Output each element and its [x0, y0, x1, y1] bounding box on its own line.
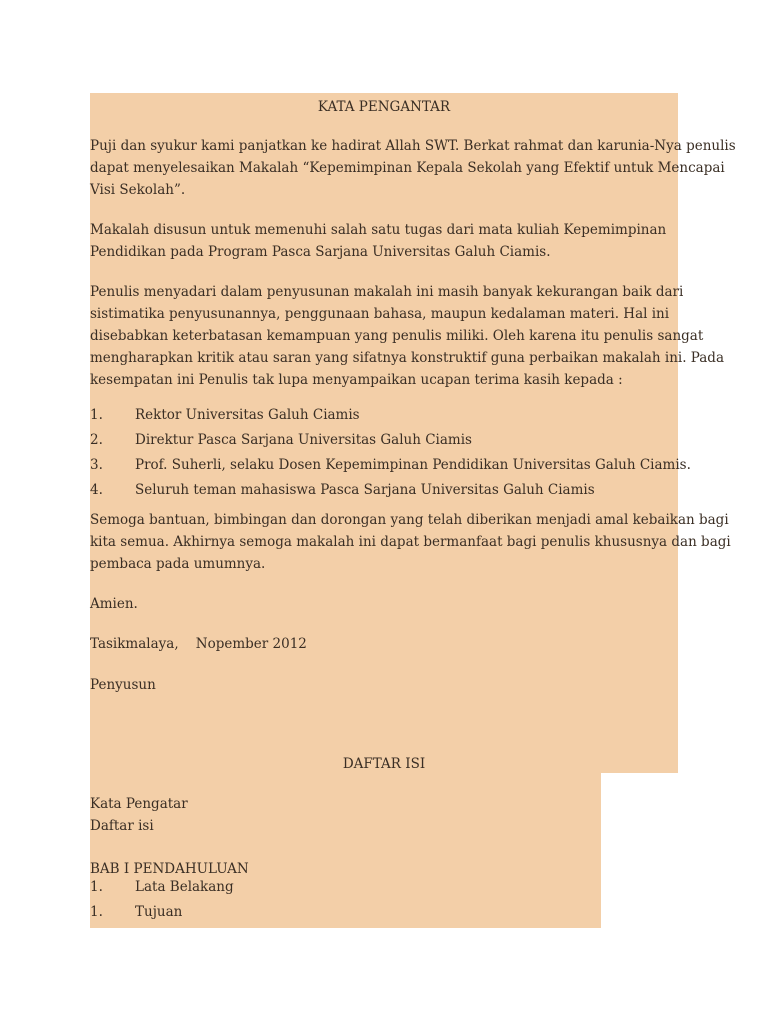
paragraph-line: kita semua. Akhirnya semoga makalah ini dapat bermanfaat bagi penulis khususnya dan bagi — [90, 534, 731, 550]
list-number: 1. — [90, 879, 103, 895]
toc-entry: Daftar isi — [90, 818, 154, 834]
list-number: 3. — [90, 457, 103, 473]
kata-pengantar-title: KATA PENGANTAR — [317, 99, 451, 115]
list-number: 4. — [90, 482, 103, 498]
paragraph-acknowledgement — [90, 281, 724, 391]
list-text: Rektor Universitas Galuh Ciamis — [135, 407, 360, 423]
paragraph-line: mengharapkan kritik atau saran yang sifatnya konstruktif guna perbaikan makalah ini. Pada — [90, 350, 724, 366]
list-text: Direktur Pasca Sarjana Universitas Galuh Ciamis — [135, 432, 472, 448]
list-number: 1. — [90, 904, 103, 920]
paragraph-line: Pendidikan pada Program Pasca Sarjana Universitas Galuh Ciamis. — [90, 244, 551, 260]
paragraph-line: Visi Sekolah”. — [90, 182, 186, 198]
paragraph-closing — [90, 509, 731, 575]
list-number: 2. — [90, 432, 103, 448]
toc-chapter: BAB I PENDAHULUAN — [90, 861, 249, 877]
paragraph-line: sistimatika penyusunannya, penggunaan bahasa, maupun kedalaman materi. Hal ini — [90, 306, 670, 322]
paragraph-line: Makalah disusun untuk memenuhi salah satu tugas dari mata kuliah Kepemimpinan — [90, 222, 667, 238]
paragraph-line: kesempatan ini Penulis tak lupa menyampaikan ucapan terima kasih kepada : — [90, 372, 623, 388]
paragraph-purpose — [90, 219, 670, 263]
toc-entry: Kata Pengatar — [90, 796, 188, 812]
paragraph-opening — [90, 135, 736, 201]
paragraph-line: Penulis menyadari dalam penyusunan makalah ini masih banyak kekurangan baik dari — [90, 284, 684, 300]
place-date: Tasikmalaya, Nopember 2012 — [90, 636, 307, 652]
daftar-isi-title: DAFTAR ISI — [342, 756, 426, 772]
list-text: Prof. Suherli, selaku Dosen Kepemimpinan Pendidikan Universitas Galuh Ciamis. — [135, 457, 691, 473]
list-text: Tujuan — [135, 904, 183, 920]
paragraph-line: pembaca pada umumnya. — [90, 556, 266, 572]
paragraph-line: disebabkan keterbatasan kemampuan yang penulis miliki. Oleh karena itu penulis sangat — [90, 328, 704, 344]
list-text: Seluruh teman mahasiswa Pasca Sarjana Universitas Galuh Ciamis — [135, 482, 595, 498]
paragraph-line: Puji dan syukur kami panjatkan ke hadirat Allah SWT. Berkat rahmat dan karunia-Nya penulis — [90, 138, 736, 154]
paragraph-line: dapat menyelesaikan Makalah “Kepemimpinan Kepala Sekolah yang Efektif untuk Mencapai — [90, 160, 725, 176]
list-text: Lata Belakang — [135, 879, 234, 895]
amien-text: Amien. — [90, 596, 138, 612]
list-number: 1. — [90, 407, 103, 423]
signature-label: Penyusun — [90, 677, 156, 693]
paragraph-line: Semoga bantuan, bimbingan dan dorongan yang telah diberikan menjadi amal kebaikan bagi — [90, 512, 729, 528]
